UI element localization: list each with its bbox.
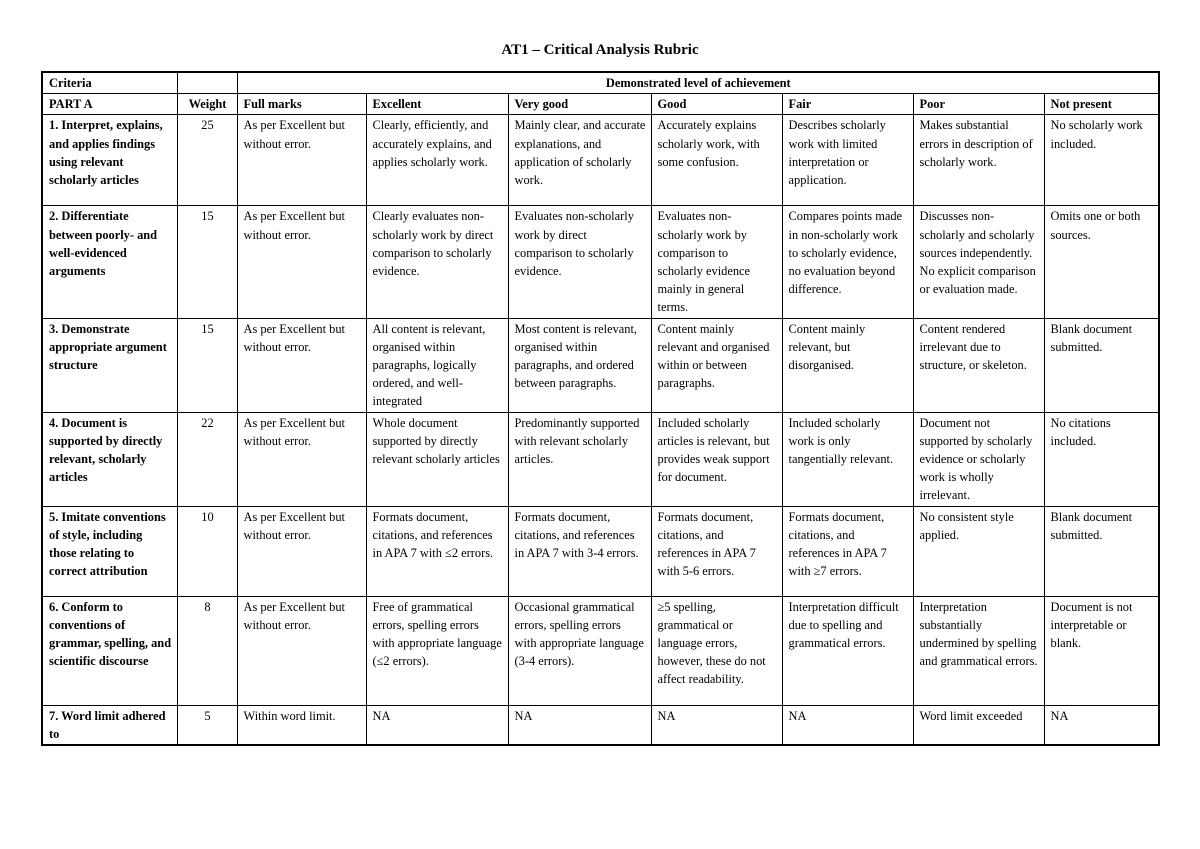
level-header-not-present: Not present: [1044, 94, 1159, 115]
descriptor-poor: Interpretation substantially undermined by spelling and grammatical errors.: [913, 596, 1044, 705]
descriptor-fair: Formats document, citations, and references in APA 7 with ≥7 errors.: [782, 506, 913, 596]
descriptor-not-present: Blank document submitted.: [1044, 318, 1159, 412]
descriptor-excellent: All content is relevant, organised within paragraphs, logically ordered, and well-integrated: [366, 318, 508, 412]
descriptor-poor: Word limit exceeded: [913, 705, 1044, 745]
descriptor-good: Formats document, citations, and references in APA 7 with 5-6 errors.: [651, 506, 782, 596]
descriptor-very-good: Most content is relevant, organised within paragraphs, and ordered between paragraphs.: [508, 318, 651, 412]
criterion-label: 2. Differentiate between poorly- and well-evidenced arguments: [42, 206, 177, 318]
criterion-label: 3. Demonstrate appropriate argument structure: [42, 318, 177, 412]
rubric-table: [41, 71, 1160, 746]
descriptor-not-present: No scholarly work included.: [1044, 115, 1159, 206]
descriptor-full-marks: As per Excellent but without error.: [237, 206, 366, 318]
descriptor-good: Content mainly relevant and organised within or between paragraphs.: [651, 318, 782, 412]
descriptor-excellent: Formats document, citations, and references in APA 7 with ≤2 errors.: [366, 506, 508, 596]
descriptor-very-good: Occasional grammatical errors, spelling errors with appropriate language (3-4 errors).: [508, 596, 651, 705]
header-row-1: [42, 72, 1159, 94]
descriptor-fair: Included scholarly work is only tangentially relevant.: [782, 412, 913, 506]
part-header: PART A: [42, 94, 177, 115]
descriptor-very-good: NA: [508, 705, 651, 745]
level-header-good: Good: [651, 94, 782, 115]
criterion-row-grammar: [42, 596, 1159, 705]
descriptor-very-good: Formats document, citations, and references in APA 7 with 3-4 errors.: [508, 506, 651, 596]
criterion-row-differentiate: [42, 206, 1159, 318]
descriptor-excellent: Free of grammatical errors, spelling errors with appropriate language (≤2 errors).: [366, 596, 508, 705]
blank-header-cell: [177, 72, 237, 94]
criterion-label: 5. Imitate conventions of style, including those relating to correct attribution: [42, 506, 177, 596]
descriptor-excellent: Whole document supported by directly relevant scholarly articles: [366, 412, 508, 506]
level-header-full-marks: Full marks: [237, 94, 366, 115]
descriptor-very-good: Predominantly supported with relevant scholarly articles.: [508, 412, 651, 506]
level-header-excellent: Excellent: [366, 94, 508, 115]
descriptor-not-present: Document is not interpretable or blank.: [1044, 596, 1159, 705]
descriptor-poor: No consistent style applied.: [913, 506, 1044, 596]
weight-value: 22: [177, 412, 237, 506]
criterion-label: 1. Interpret, explains, and applies findings using relevant scholarly articles: [42, 115, 177, 206]
descriptor-full-marks: Within word limit.: [237, 705, 366, 745]
descriptor-fair: Compares points made in non-scholarly work to scholarly evidence, no evaluation beyond difference.: [782, 206, 913, 318]
descriptor-poor: Discusses non-scholarly and scholarly sources independently. No explicit comparison or evaluation made.: [913, 206, 1044, 318]
descriptor-poor: Document not supported by scholarly evidence or scholarly work is wholly irrelevant.: [913, 412, 1044, 506]
descriptor-very-good: Evaluates non-scholarly work by direct comparison to scholarly evidence.: [508, 206, 651, 318]
criterion-row-style: [42, 506, 1159, 596]
descriptor-good: ≥5 spelling, grammatical or language errors, however, these do not affect readability.: [651, 596, 782, 705]
criterion-label: 4. Document is supported by directly relevant, scholarly articles: [42, 412, 177, 506]
descriptor-full-marks: As per Excellent but without error.: [237, 506, 366, 596]
rubric-body: [42, 115, 1159, 745]
descriptor-not-present: Omits one or both sources.: [1044, 206, 1159, 318]
criterion-label: 6. Conform to conventions of grammar, spelling, and scientific discourse: [42, 596, 177, 705]
descriptor-good: NA: [651, 705, 782, 745]
descriptor-fair: Describes scholarly work with limited interpretation or application.: [782, 115, 913, 206]
descriptor-good: Included scholarly articles is relevant, but provides weak support for document.: [651, 412, 782, 506]
descriptor-excellent: Clearly, efficiently, and accurately explains, and applies scholarly work.: [366, 115, 508, 206]
descriptor-not-present: No citations included.: [1044, 412, 1159, 506]
descriptor-full-marks: As per Excellent but without error.: [237, 115, 366, 206]
descriptor-fair: NA: [782, 705, 913, 745]
descriptor-poor: Makes substantial errors in description of scholarly work.: [913, 115, 1044, 206]
weight-header: Weight: [177, 94, 237, 115]
weight-value: 8: [177, 596, 237, 705]
weight-value: 15: [177, 206, 237, 318]
descriptor-full-marks: As per Excellent but without error.: [237, 412, 366, 506]
weight-value: 10: [177, 506, 237, 596]
criterion-label: 7. Word limit adhered to: [42, 705, 177, 745]
descriptor-poor: Content rendered irrelevant due to structure, or skeleton.: [913, 318, 1044, 412]
descriptor-full-marks: As per Excellent but without error.: [237, 596, 366, 705]
header-row-2: [42, 94, 1159, 115]
weight-value: 5: [177, 705, 237, 745]
weight-value: 15: [177, 318, 237, 412]
criterion-row-interpret: [42, 115, 1159, 206]
descriptor-good: Evaluates non-scholarly work by comparison to scholarly evidence mainly in general terms.: [651, 206, 782, 318]
descriptor-full-marks: As per Excellent but without error.: [237, 318, 366, 412]
descriptor-good: Accurately explains scholarly work, with some confusion.: [651, 115, 782, 206]
level-header-fair: Fair: [782, 94, 913, 115]
descriptor-very-good: Mainly clear, and accurate explanations, and application of scholarly work.: [508, 115, 651, 206]
criterion-row-supported: [42, 412, 1159, 506]
criterion-row-word-limit: [42, 705, 1159, 745]
criterion-row-structure: [42, 318, 1159, 412]
descriptor-excellent: NA: [366, 705, 508, 745]
descriptor-fair: Content mainly relevant, but disorganised.: [782, 318, 913, 412]
descriptor-fair: Interpretation difficult due to spelling and grammatical errors.: [782, 596, 913, 705]
document-title: AT1 – Critical Analysis Rubric: [501, 42, 699, 58]
demonstrated-level-header: Demonstrated level of achievement: [237, 72, 1159, 94]
weight-value: 25: [177, 115, 237, 206]
descriptor-excellent: Clearly evaluates non-scholarly work by direct comparison to scholarly evidence.: [366, 206, 508, 318]
level-header-poor: Poor: [913, 94, 1044, 115]
descriptor-not-present: Blank document submitted.: [1044, 506, 1159, 596]
criteria-header: Criteria: [42, 72, 177, 94]
descriptor-not-present: NA: [1044, 705, 1159, 745]
level-header-very-good: Very good: [508, 94, 651, 115]
